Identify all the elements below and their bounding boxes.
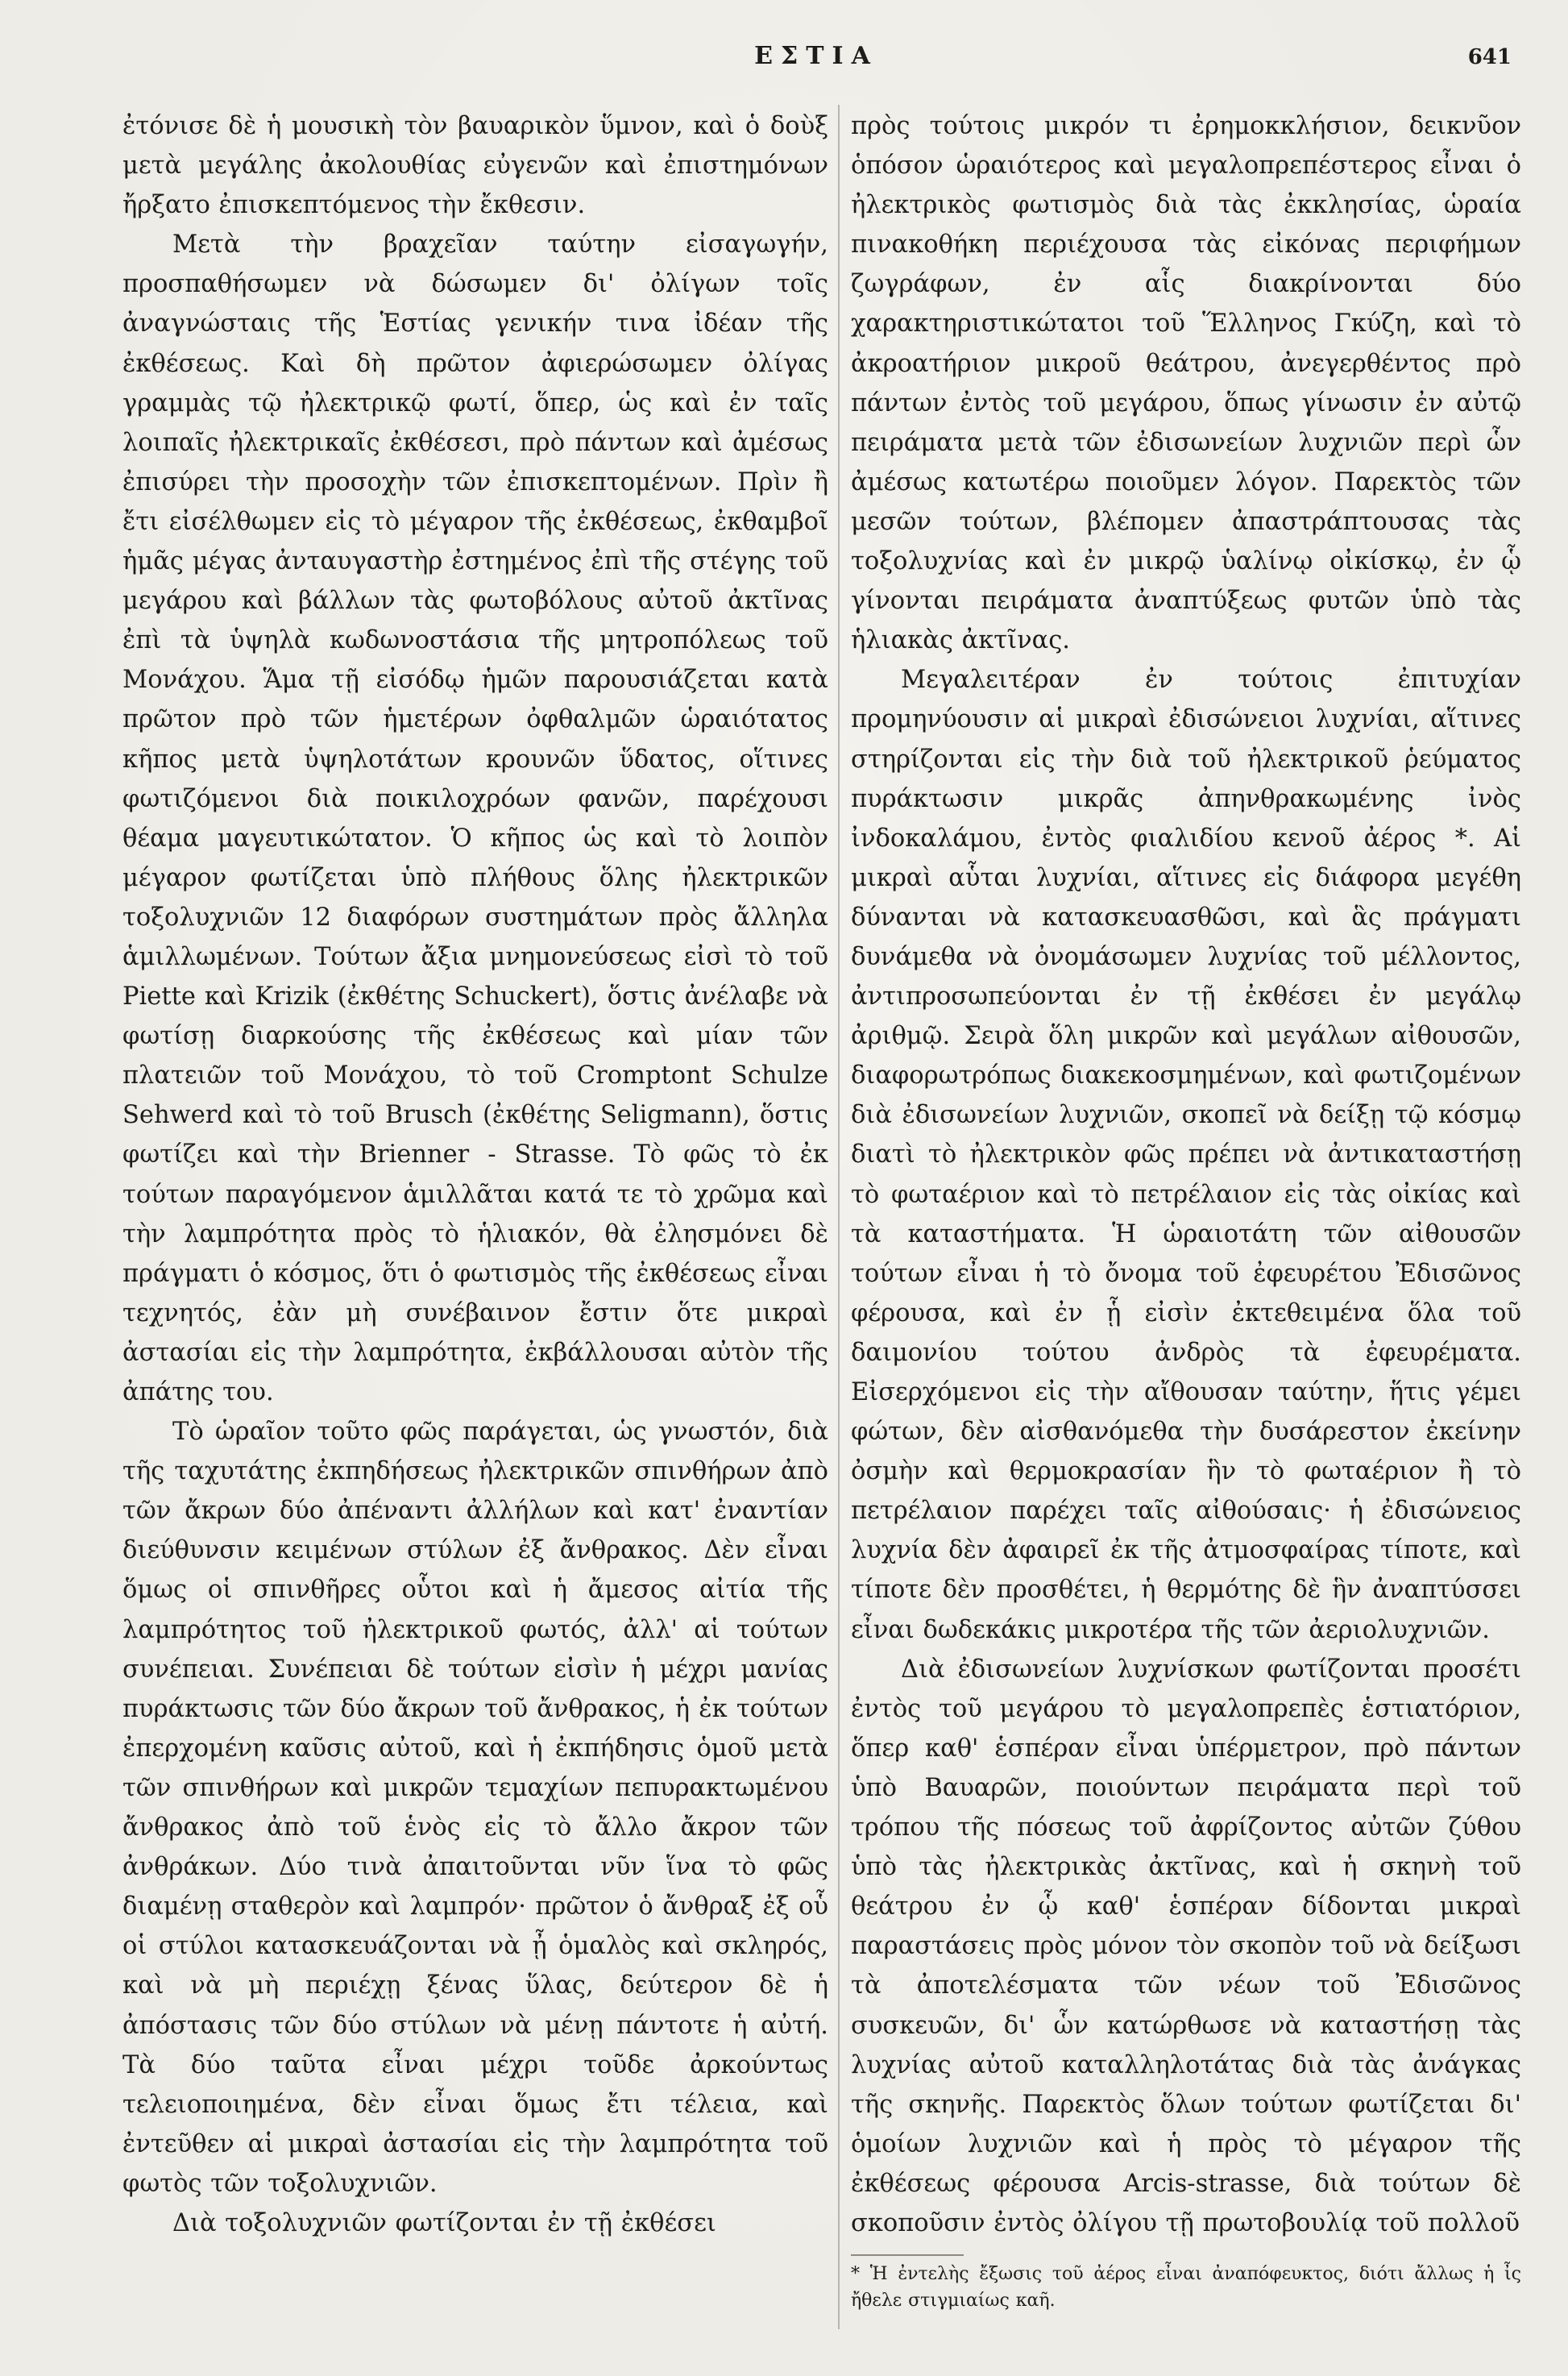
paragraph: πρὸς τούτοις μικρόν τι ἐρημοκκλήσιον, δεικνῦον ὁπόσον ὡραιότερος καὶ μεγαλοπρεπέστερος εἶναι ὁ ἠλεκτρικὸς φωτισμὸς διὰ τὰς ἐκκλησίας, ὡραία πινακοθήκη περιέχουσα τὰς εἰκόνας περιφήμων ζωγράφων, ἐν αἷς διακρίνονται δύο χαρακτηριστικώτατοι τοῦ Ἕλληνος Γκύζη, καὶ τὸ ἀκροατήριον μικροῦ θεάτρου, ἀνεγερθέντος πρὸ πάντων ἐντὸς τοῦ μεγάρου, ὅπως γίνωσιν ἐν αὐτῷ πειράματα μετὰ τῶν ἐδισωνείων λυχνιῶν περὶ ὧν ἀμέσως κατωτέρω ποιοῦμεν λόγον. Παρεκτὸς τῶν μεσῶν τούτων, βλέπομεν ἀπαστράπτουσας τὰς τοξολυχνίας καὶ ἐν μικρῷ ὑαλίνῳ οἰκίσκῳ, ἐν ᾧ γίνονται πειράματα ἀναπτύξεως φυτῶν ὑπὸ τὰς ἡλιακὰς ἀκτῖνας. [851, 112, 1521, 655]
paragraph: Μεγαλειτέραν ἐν τούτοις ἐπιτυχίαν προμηνύουσιν αἱ μικραὶ ἐδισώνειοι λυχνίαι, αἵτινες στηρίζονται εἰς τὴν διὰ τοῦ ἠλεκτρικοῦ ῥεύματος πυράκτωσιν μικρᾶς ἀπηνθρακωμένης ἰνὸς ἰνδοκαλάμου, ἐντὸς φιαλιδίου κενοῦ ἀέρος *. Αἱ μικραὶ αὗται λυχνίαι, αἵτινες εἰς διάφορα μεγέθη δύνανται νὰ κατασκευασθῶσι, καὶ ἃς πράγματι δυνάμεθα νὰ ὀνομάσωμεν λυχνίας τοῦ μέλλοντος, ἀντιπροσωπεύονται ἐν τῇ ἐκθέσει ἐν μεγάλῳ ἀριθμῷ. Σειρὰ ὅλη μικρῶν καὶ μεγάλων αἰθουσῶν, διαφορωτρόπως διακεκοσμημένων, καὶ φωτιζομένων διὰ ἐδισωνείων λυχνιῶν, σκοπεῖ νὰ δείξῃ τῷ κόσμῳ διατὶ τὸ ἠλεκτρικὸν φῶς πρέπει νὰ ἀντικαταστήσῃ τὸ φωταέριον καὶ τὸ πετρέλαιον εἰς τὰς οἰκίας καὶ τὰ καταστήματα. Ἡ ὡραιοτάτη τῶν αἰθουσῶν τούτων εἶναι ἡ τὸ ὄνομα τοῦ ἐφευρέτου Ἐδισῶνος φέρουσα, καὶ ἐν ᾗ εἰσὶν ἐκτεθειμένα ὅλα τοῦ δαιμονίου τούτου ἀνδρὸς τὰ ἐφευρέματα. Εἰσερχόμενοι εἰς τὴν αἴθουσαν ταύτην, ἥτις γέμει φώτων, δὲν αἰσθανόμεθα τὴν δυσάρεστον ἐκείνην ὀσμὴν καὶ θερμοκρασίαν ἣν τὸ φωταέριον ἢ τὸ πετρέλαιον παρέχει ταῖς αἰθούσαις· ἡ ἐδισώνειος λυχνία δὲν ἀφαιρεῖ ἐκ τῆς ἀτμοσφαίρας τίποτε, καὶ τίποτε δὲν προσθέτει, ἡ θερμότης δὲ ἣν ἀναπτύσσει εἶναι δωδεκάκις μικροτέρα τῆς τῶν ἀεριολυχνιῶν. [851, 666, 1521, 1644]
footnote: * Ἡ ἐντελὴς ἔξωσις τοῦ ἀέρος εἶναι ἀναπόφευκτος, διότι ἄλλως ἡ ἶς ἤθελε στιγμιαίως καῆ. [851, 2264, 1521, 2312]
column-divider [838, 105, 840, 2329]
paragraph: ἐτόνισε δὲ ἡ μουσικὴ τὸν βαυαρικὸν ὕμνον, καὶ ὁ δοὺξ μετὰ μεγάλης ἀκολουθίας εὐγενῶν καὶ ἐπιστημόνων ἤρξατο ἐπισκεπτόμενος τὴν ἔκθεσιν. [122, 112, 828, 220]
page-number: 641 [1467, 45, 1512, 69]
left-column [122, 106, 828, 2243]
paragraph: Διὰ τοξολυχνιῶν φωτίζονται ἐν τῇ ἐκθέσει [172, 2208, 716, 2237]
page-header [121, 42, 1512, 82]
journal-title: ΕΣΤΙΑ [754, 42, 878, 70]
paragraph: Μετὰ τὴν βραχεῖαν ταύτην εἰσαγωγήν, προσπαθήσωμεν νὰ δώσωμεν δι' ὀλίγων τοῖς ἀναγνώσταις τῆς Ἑστίας γενικήν τινα ἰδέαν τῆς ἐκθέσεως. Καὶ δὴ πρῶτον ἀφιερώσωμεν ὀλίγας γραμμὰς τῷ ἠλεκτρικῷ φωτί, ὅπερ, ὡς καὶ ἐν ταῖς λοιπαῖς ἠλεκτρικαῖς ἐκθέσεσι, πρὸ πάντων καὶ ἀμέσως ἐπισύρει τὴν προσοχὴν τῶν ἐπισκεπτομένων. Πρὶν ἢ ἔτι εἰσέλθωμεν εἰς τὸ μέγαρον τῆς ἐκθέσεως, ἐκθαμβοῖ ἡμᾶς μέγας ἀνταυγαστὴρ ἐστημένος ἐπὶ τῆς στέγης τοῦ μεγάρου καὶ βάλλων τὰς φωτοβόλους αὐτοῦ ἀκτῖνας ἐπὶ τὰ ὑψηλὰ κωδωνοστάσια τῆς μητροπόλεως τοῦ Μονάχου. Ἅμα τῇ εἰσόδῳ ἡμῶν παρουσιάζεται κατὰ πρῶτον πρὸ τῶν ἡμετέρων ὀφθαλμῶν ὡραιότατος κῆπος μετὰ ὑψηλοτάτων κρουνῶν ὕδατος, οἵτινες φωτιζόμενοι διὰ ποικιλοχρόων φανῶν, παρέχουσι θέαμα μαγευτικώτατον. Ὁ κῆπος ὡς καὶ τὸ λοιπὸν μέγαρον φωτίζεται ὑπὸ πλήθους ὅλης ἠλεκτρικῶν τοξολυχνιῶν 12 διαφόρων συστημάτων πρὸς ἄλληλα ἁμιλλωμένων. Τούτων ἄξια μνημονεύσεως εἰσὶ τὸ τοῦ Piette καὶ Krizik (ἐκθέτης Schuckert), ὅστις ἀνέλαβε νὰ φωτίσῃ διαρκούσης τῆς ἐκθέσεως καὶ μίαν τῶν πλατειῶν τοῦ Μονάχου, τὸ τοῦ Cromptont Schulze Sehwerd καὶ τὸ τοῦ Brusch (ἐκθέτης Seligmann), ὅστις φωτίζει καὶ τὴν Brienner - Strasse. Τὸ φῶς τὸ ἐκ τούτων παραγόμενον ἁμιλλᾶται κατά τε τὸ χρῶμα καὶ τὴν λαμπρότητα πρὸς τὸ ἡλιακόν, θὰ ἐλησμόνει δὲ πράγματι ὁ κόσμος, ὅτι ὁ φωτισμὸς τῆς ἐκθέσεως εἶναι τεχνητός, ἐὰν μὴ συνέβαινον ἔστιν ὅτε μικραὶ ἀστασίαι εἰς τὴν λαμπρότητα, ἐκβάλλουσαι αὐτὸν τῆς ἀπάτης του. [122, 231, 828, 1406]
paragraph: Διὰ ἐδισωνείων λυχνίσκων φωτίζονται προσέτι ἐντὸς τοῦ μεγάρου τὸ μεγαλοπρεπὲς ἑστιατόριον, ὅπερ καθ' ἑσπέραν εἶναι ὑπέρμετρον, πρὸ πάντων ὑπὸ Βαυαρῶν, ποιούντων πειράματα περὶ τοῦ τρόπου τῆς πόσεως τοῦ ἀφρίζοντος αὐτῶν ζύθου ὑπὸ τὰς ἠλεκτρικὰς ἀκτῖνας, καὶ ἡ σκηνὴ τοῦ θεάτρου ἐν ᾧ καθ' ἑσπέραν δίδονται μικραὶ παραστάσεις πρὸς μόνον τὸν σκοπὸν τοῦ νὰ δείξωσι τὰ ἀποτελέσματα τῶν νέων τοῦ Ἐδισῶνος συσκευῶν, δι' ὧν κατώρθωσε νὰ καταστήσῃ τὰς λυχνίας αὐτοῦ καταλληλοτάτας διὰ τὰς ἀνάγκας τῆς σκηνῆς. Παρεκτὸς ὅλων τούτων φωτίζεται δι' ὁμοίων λυχνιῶν καὶ ἡ πρὸς τὸ μέγαρον τῆς ἐκθέσεως φέρουσα Arcis-strasse, διὰ τούτων δὲ σκοποῦσιν ἐντὸς ὀλίγου τῇ πρωτοβουλίᾳ τοῦ πολλοῦ [851, 1655, 1521, 2237]
paragraph: Τὸ ὡραῖον τοῦτο φῶς παράγεται, ὡς γνωστόν, διὰ τῆς ταχυτάτης ἐκπηδήσεως ἠλεκτρικῶν σπινθήρων ἀπὸ τῶν ἄκρων δύο ἀπέναντι ἀλλήλων καὶ κατ' ἐναντίαν διεύθυνσιν κειμένων στύλων ἐξ ἄνθρακος. Δὲν εἶναι ὅμως οἱ σπινθῆρες οὗτοι καὶ ἡ ἄμεσος αἰτία τῆς λαμπρότητος τοῦ ἠλεκτρικοῦ φωτός, ἀλλ' αἱ τούτων συνέπειαι. Συνέπειαι δὲ τούτων εἰσὶν ἡ μέχρι μανίας πυράκτωσις τῶν δύο ἄκρων τοῦ ἄνθρακος, ἡ ἐκ τούτων ἐπερχομένη καῦσις αὐτοῦ, καὶ ἡ ἐκπήδησις ὁμοῦ μετὰ τῶν σπινθήρων καὶ μικρῶν τεμαχίων πεπυρακτωμένου ἄνθρακος ἀπὸ τοῦ ἑνὸς εἰς τὸ ἄλλο ἄκρον τῶν ἀνθράκων. Δύο τινὰ ἀπαιτοῦνται νῦν ἵνα τὸ φῶς διαμένῃ σταθερὸν καὶ λαμπρόν· πρῶτον ὁ ἄνθραξ ἐξ οὗ οἱ στύλοι κατασκευάζονται νὰ ᾖ ὁμαλὸς καὶ σκληρός, καὶ νὰ μὴ περιέχῃ ξένας ὕλας, δεύτερον δὲ ἡ ἀπόστασις τῶν δύο στύλων νὰ μένῃ πάντοτε ἡ αὐτή. Τὰ δύο ταῦτα εἶναι μέχρι τοῦδε ἀρκούντως τελειοποιημένα, δὲν εἶναι ὅμως ἔτι τέλεια, καὶ ἐντεῦθεν αἱ μικραὶ ἀστασίαι εἰς τὴν λαμπρότητα τοῦ φωτὸς τῶν τοξολυχνιῶν. [122, 1418, 828, 2198]
right-column [851, 106, 1521, 2314]
footnote-divider [851, 2254, 964, 2256]
